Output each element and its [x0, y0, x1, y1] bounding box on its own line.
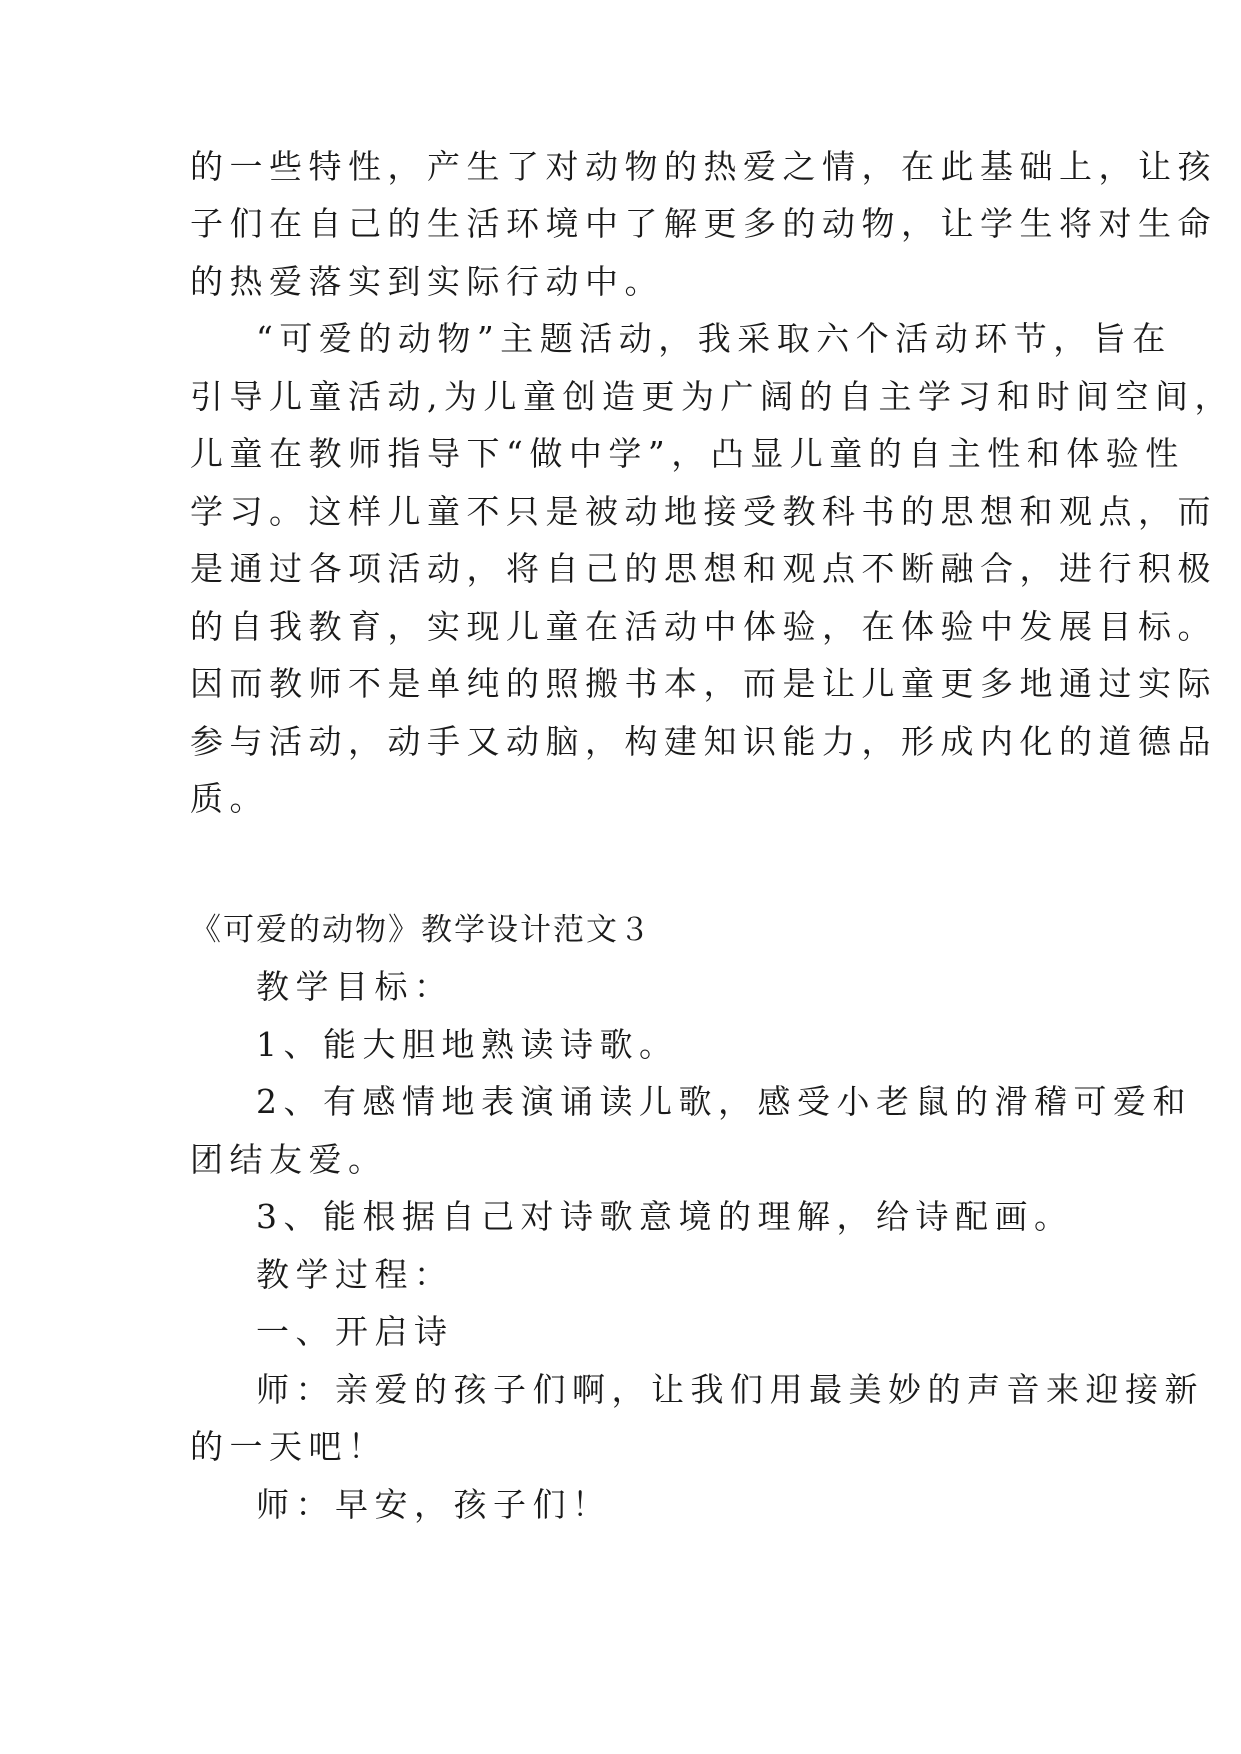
section-title: 《可爱的动物》教学设计范文３ [190, 912, 652, 948]
dialogue-line: 的一天吧！ [190, 1427, 388, 1466]
paragraph-line: 学习。这样儿童不只是被动地接受教科书的思想和观点，而 [190, 492, 1217, 531]
paragraph-line: 的一些特性，产生了对动物的热爱之情，在此基础上，让孩 [190, 147, 1217, 186]
paragraph-line: “可爱的动物”主题活动，我采取六个活动环节，旨在 [256, 319, 1172, 358]
paragraph-line: 质。 [190, 779, 269, 818]
paragraph-line: 引导儿童活动,为儿童创造更为广阔的自主学习和时间空间， [190, 377, 1234, 416]
dialogue-line: 师：早安，孩子们！ [256, 1485, 612, 1524]
paragraph-line: 的热爱落实到实际行动中。 [190, 262, 664, 301]
paragraph-line: 儿童在教师指导下“做中学”，凸显儿童的自主性和体验性 [190, 434, 1185, 473]
paragraph-line: 参与活动，动手又动脑，构建知识能力，形成内化的道德品 [190, 722, 1217, 761]
goal-item: 团结友爱。 [190, 1140, 388, 1179]
goals-heading: 教学目标： [256, 967, 454, 1006]
process-heading: 教学过程： [256, 1255, 454, 1294]
paragraph-line: 子们在自己的生活环境中了解更多的动物，让学生将对生命 [190, 204, 1217, 243]
paragraph-line: 因而教师不是单纯的照搬书本，而是让儿童更多地通过实际 [190, 664, 1217, 703]
process-step: 一、开启诗 [256, 1312, 454, 1351]
paragraph-line: 是通过各项活动，将自己的思想和观点不断融合，进行积极 [190, 549, 1217, 588]
goal-item: 1、能大胆地熟读诗歌。 [256, 1025, 679, 1064]
goal-item: 3、能根据自己对诗歌意境的理解，给诗配画。 [256, 1197, 1074, 1236]
paragraph-line: 的自我教育，实现儿童在活动中体验，在体验中发展目标。 [190, 607, 1217, 646]
goal-item: 2、有感情地表演诵读儿歌，感受小老鼠的滑稽可爱和 [256, 1082, 1192, 1121]
dialogue-line: 师：亲爱的孩子们啊，让我们用最美妙的声音来迎接新 [256, 1370, 1204, 1409]
